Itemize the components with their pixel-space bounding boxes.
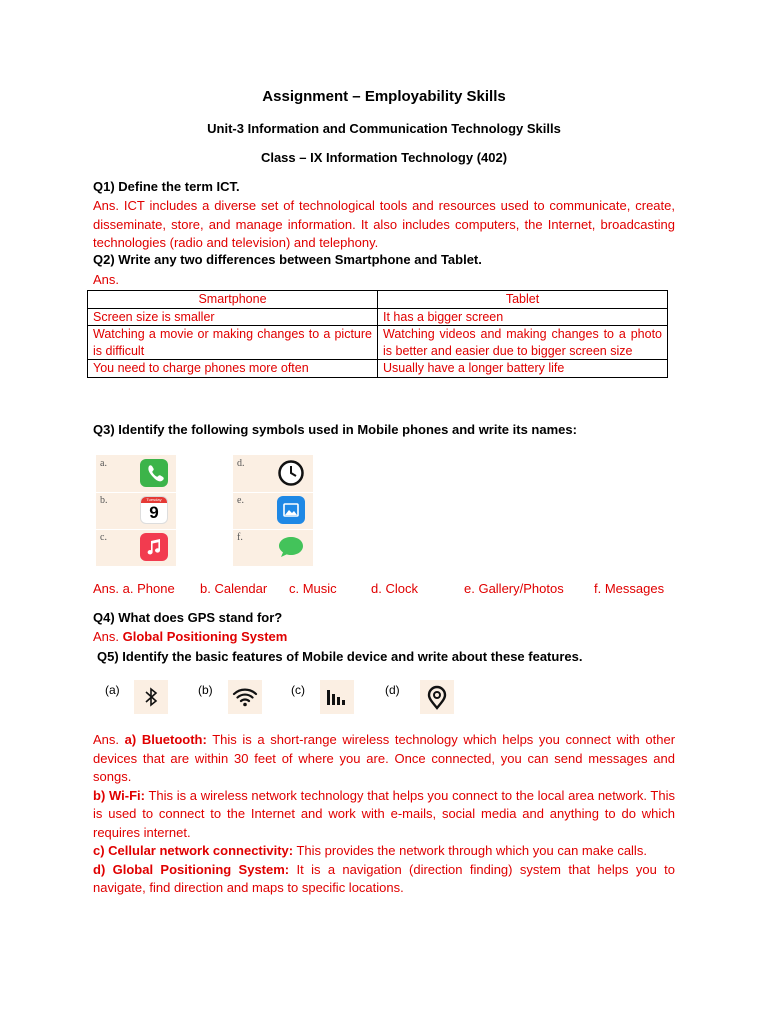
calendar-header: Tuesday bbox=[141, 497, 167, 503]
cellular-signal-icon bbox=[320, 680, 354, 714]
calendar-icon bbox=[140, 496, 168, 524]
symbol-label: b. bbox=[100, 495, 108, 506]
comparison-table bbox=[87, 290, 668, 378]
q5-ans-label: Ans. bbox=[93, 732, 125, 747]
q5-text: This is a short-range wireless technology which helps you connect with other devices that are within 30 feet of where you are. Once connected, you can send messages and songs. bbox=[93, 732, 676, 784]
symbol-label: a. bbox=[100, 458, 107, 469]
q5-answer-a bbox=[93, 731, 675, 787]
unit-heading: Unit-3 Information and Communication Technology Skills bbox=[207, 121, 561, 136]
q5-term: a) Bluetooth: bbox=[124, 732, 207, 747]
phone-icon bbox=[140, 459, 168, 487]
q5-answer-d bbox=[93, 861, 675, 898]
symbol-cell-d bbox=[233, 455, 313, 493]
symbol-cell-e bbox=[233, 492, 313, 530]
q3-answer-f: f. Messages bbox=[594, 581, 665, 596]
table-row bbox=[88, 326, 668, 360]
symbol-label: f. bbox=[237, 532, 243, 543]
gallery-icon bbox=[277, 496, 305, 524]
q3-answer-e: e. Gallery/Photos bbox=[464, 581, 564, 596]
page-title: Assignment – Employability Skills bbox=[262, 88, 506, 105]
class-heading: Class – IX Information Technology (402) bbox=[260, 150, 508, 165]
q5-text: This provides the network through which you can make calls. bbox=[293, 843, 647, 858]
symbol-panel-left bbox=[96, 455, 176, 567]
symbol-label: c. bbox=[100, 532, 107, 543]
messages-icon bbox=[277, 533, 305, 561]
q4-answer: Global Positioning System bbox=[122, 629, 288, 644]
bluetooth-icon bbox=[134, 680, 168, 714]
table-header: Tablet bbox=[378, 291, 668, 309]
feature-label: (c) bbox=[291, 683, 305, 697]
table-cell: You need to charge phones more often bbox=[88, 360, 378, 378]
q5-term: d) Global Positioning System: bbox=[93, 861, 290, 877]
q2-ans-label: Ans. bbox=[93, 272, 120, 287]
q3-answer-a: Ans. a. Phone bbox=[93, 581, 175, 596]
q5-text: This is a wireless network technology that helps you connect to the local area network. This is used to connect to the Internet and work with e-mails, social media and anything to do which requires internet. bbox=[93, 787, 675, 840]
q3-answer-d: d. Clock bbox=[371, 581, 418, 596]
wifi-icon bbox=[228, 680, 262, 714]
feature-label: (b) bbox=[198, 683, 213, 697]
symbol-panel-right bbox=[233, 455, 313, 567]
q5-term: c) Cellular network connectivity: bbox=[93, 843, 294, 858]
table-cell: Watching a movie or making changes to a picture is difficult bbox=[88, 326, 378, 360]
symbol-cell-f bbox=[233, 529, 313, 567]
symbol-label: e. bbox=[237, 495, 244, 506]
table-header-row bbox=[88, 291, 668, 309]
q5-question: Q5) Identify the basic features of Mobile device and write about these features. bbox=[97, 649, 583, 664]
q1-question: Q1) Define the term ICT. bbox=[93, 179, 240, 194]
table-cell: Usually have a longer battery life bbox=[378, 360, 668, 378]
table-row bbox=[88, 360, 668, 378]
symbol-cell-c bbox=[96, 529, 176, 567]
q3-question: Q3) Identify the following symbols used in Mobile phones and write its names: bbox=[93, 422, 577, 437]
symbol-label: d. bbox=[237, 458, 245, 469]
clock-icon bbox=[277, 459, 305, 487]
table-header: Smartphone bbox=[88, 291, 378, 309]
q5-text: It is a navigation (direction finding) system that helps you to navigate, find direction and maps to specific locations. bbox=[93, 861, 675, 895]
music-icon bbox=[140, 533, 168, 561]
table-row bbox=[88, 308, 668, 326]
feature-label: (a) bbox=[105, 683, 120, 697]
q5-term: b) Wi-Fi: bbox=[93, 787, 145, 803]
location-pin-icon bbox=[420, 680, 454, 714]
q5-answers bbox=[93, 731, 675, 898]
q4-answer-line bbox=[93, 628, 675, 647]
q3-answer-b: b. Calendar bbox=[200, 581, 268, 596]
q1-answer: Ans. ICT includes a diverse set of technological tools and resources used to communicate, create, disseminate, store, and manage information. It also includes computers, the Internet, broadcasting technologies (radio and television) and telephony. bbox=[93, 198, 675, 250]
table-cell: It has a bigger screen bbox=[378, 308, 668, 326]
table-cell: Watching videos and making changes to a photo is better and easier due to bigger screen size bbox=[378, 326, 668, 360]
q5-answer-c bbox=[93, 842, 675, 861]
q4-question: Q4) What does GPS stand for? bbox=[93, 610, 283, 625]
q2-question: Q2) Write any two differences between Smartphone and Tablet. bbox=[93, 252, 482, 267]
symbol-cell-b bbox=[96, 492, 176, 530]
symbol-cell-a bbox=[96, 455, 176, 493]
table-cell: Screen size is smaller bbox=[88, 308, 378, 326]
q4-ans-label: Ans. bbox=[93, 629, 120, 644]
feature-label: (d) bbox=[385, 683, 400, 697]
q3-answer-c: c. Music bbox=[289, 581, 337, 596]
calendar-day: 9 bbox=[149, 503, 159, 522]
q5-answer-b bbox=[93, 787, 675, 843]
